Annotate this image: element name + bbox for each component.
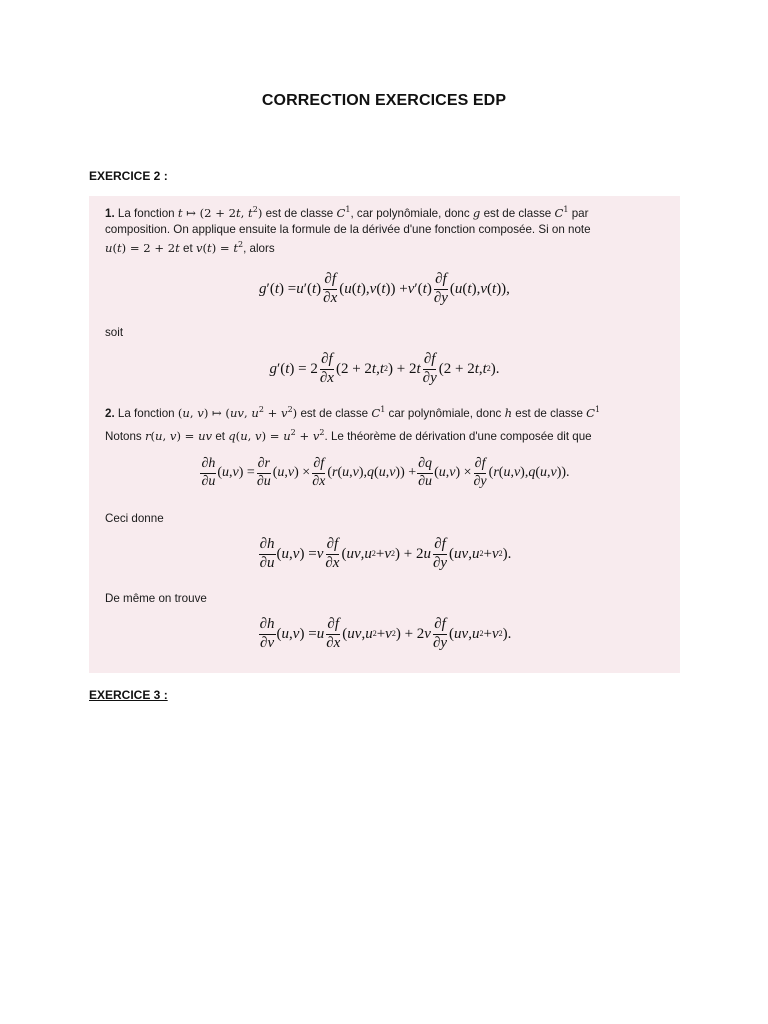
part1-text-a: La fonction [117,207,175,220]
part1-text-et: et [183,242,193,255]
part2-number: 2. [105,407,115,420]
part2-text-theoreme: . Le théorème de dérivation d'une composée dit que [324,430,592,443]
correction-box [89,196,680,673]
equation-dh-du: $\frac{\partial h}{\partial u}$ ( u , v ) = v $\frac{\partial f}{\partial x}$ ( uv , u 2 + v 2 ) + 2 u $\frac{\partial f}{\partial y}$ ( uv , u 2 + v 2 ). [259,536,512,571]
part2-text-notons: Notons [105,430,142,443]
part1-text-c: , car polynômiale, donc [350,207,470,220]
math-t-map: t [177,206,183,220]
exercise-3-heading: EXERCICE 3 : [89,688,168,702]
exercise-2-heading: EXERCICE 2 : [89,169,168,183]
part2-text-c: car polynômiale, donc [388,407,502,420]
part1-text-alors: , alors [243,242,275,255]
math-c1: C [336,206,346,220]
part2-de-meme: De même on trouve [105,592,207,605]
math-h: h [504,406,513,420]
part1-line2: composition. On applique ensuite la formule de la dérivée d'une fonction composée. Si on note [105,223,591,236]
part1-text-e: par [571,207,589,220]
part1-number: 1. [105,207,115,220]
equation-dh-du-chain: $\frac{\partial h}{\partial u}$ ( u , v ) = $\frac{\partial r}{\partial u}$ ( u , v ) × $\frac{\partial f}{\partial x}$ ( r ( u , v ), q ( u , v )) + $\frac{\partial q}{\partial u}$ ( u , v ) × $\frac{\partial f}{\partial y}$ ( r ( u , v ), q ( u , v )). [201,456,570,489]
page-title: CORRECTION EXERCICES EDP [261,92,507,109]
part2-text-a: La fonction [117,407,175,420]
equation-dh-dv: $\frac{\partial h}{\partial v}$ ( u , v ) = u $\frac{\partial f}{\partial x}$ ( uv , u 2 + v 2 ) + 2 v $\frac{\partial f}{\partial y}$ ( uv , u 2 + v 2 ). [259,616,512,651]
equation-g-prime-explicit: g ′( t ) = 2 $\frac{\partial f}{\partial x}$ (2 + 2 t , t 2 ) + 2 t $\frac{\partial f}{\partial y}$ (2 + 2 t , t 2 ). [269,351,500,386]
part2-text-b: est de classe [300,407,369,420]
part1-text-b: est de classe [265,207,334,220]
part2-text-et: et [215,430,225,443]
part2-ceci-donne: Ceci donne [105,512,164,525]
part2-line1: 2. La fonction (u, v) ↦ (uv, $u^2 + v^2$) est de classe $C^1$ car polynômiale, donc h est de classe $C^1$ [105,405,601,420]
math-g: g [472,206,481,220]
equation-g-prime: g ′( t ) = u ′( t ) $\frac{\partial f}{\partial x}$ ( u ( t ), v ( t )) + v ′( t ) $\frac{\partial f}{\partial y}$ ( u ( t ), v ( t )), [259,271,510,306]
part2-line2: Notons r(u, v) = uv et q(u, $v) = u^2 + v^2$. Le théorème de dérivation d'une composée dit que [105,428,592,443]
part1-line1: 1. La fonction t ↦ (2 + 2t, $t^2$) est de classe $C^1$, car polynômiale, donc g est de classe $C^1$ par [105,205,589,220]
part2-text-d: est de classe [515,407,583,420]
part1-soit: soit [105,326,124,339]
part1-line3: u(t) = 2 + 2t et $v(t) = t^2$, alors [105,240,275,255]
part1-text-d: est de classe [483,207,552,220]
